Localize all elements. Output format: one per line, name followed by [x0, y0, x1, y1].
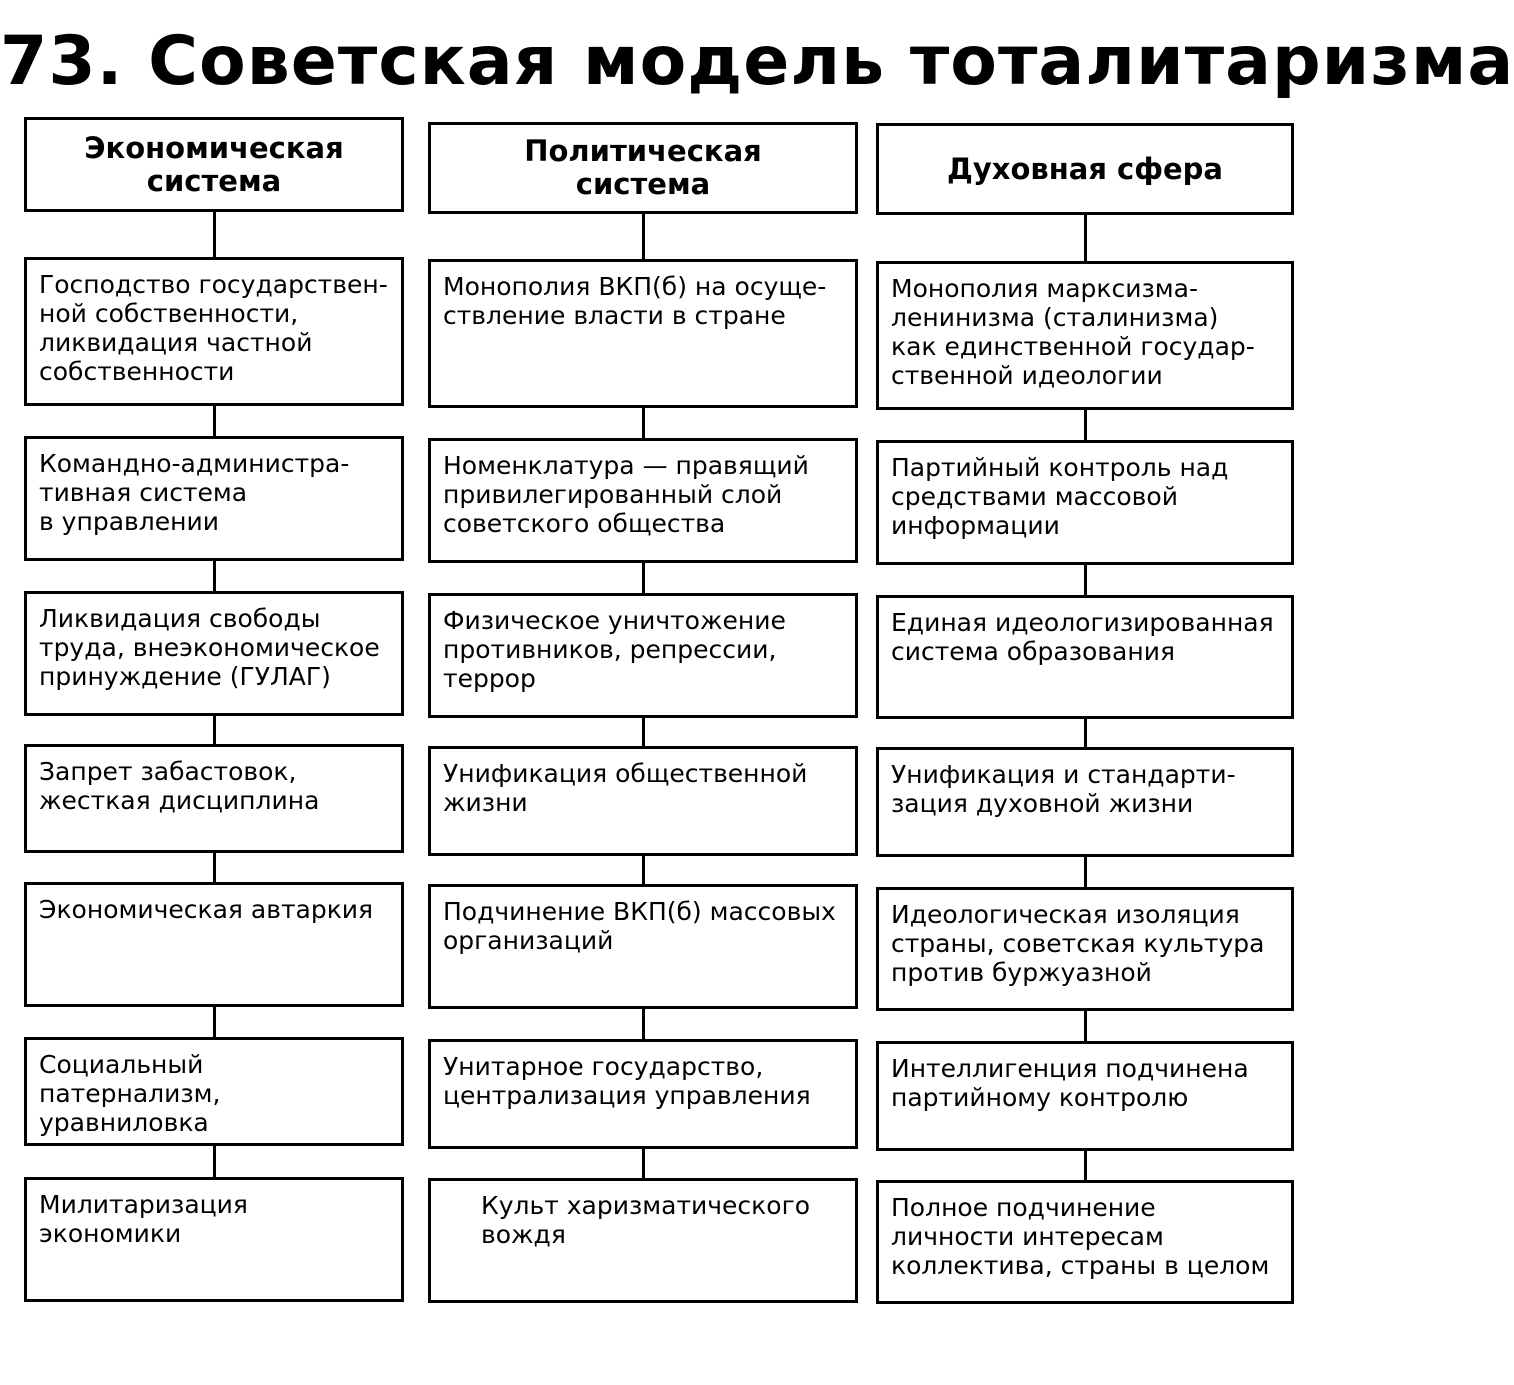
political-item-5: Подчинение ВКП(б) массовых организаций — [428, 884, 858, 1009]
connector — [213, 1007, 216, 1037]
connector — [642, 214, 645, 259]
connector — [1084, 719, 1087, 747]
spiritual-item-5: Идеологическая изоляция страны, советская культура против буржуазной — [876, 887, 1294, 1011]
political-item-4: Унификация общественной жизни — [428, 746, 858, 856]
connector — [213, 406, 216, 436]
economic-item-2: Командно-администра- тивная система в управлении — [24, 436, 404, 561]
spiritual-item-1: Монополия марксизма- ленинизма (сталинизма) как единственной государ- ственной идеологии — [876, 261, 1294, 410]
column-header — [428, 122, 858, 214]
spiritual-item-4: Унификация и стандарти- зация духовной жизни — [876, 747, 1294, 857]
connector — [642, 718, 645, 746]
spiritual-item-3: Единая идеологизированная система образования — [876, 595, 1294, 719]
connector — [213, 853, 216, 882]
economic-item-1: Господство государствен- ной собственности, ликвидация частной собственности — [24, 257, 404, 406]
connector — [213, 561, 216, 591]
connector — [213, 212, 216, 257]
connector — [1084, 215, 1087, 261]
page-title: 73. Советская модель тоталитаризма — [0, 22, 1514, 101]
column-header-label: Духовная сфера — [947, 151, 1223, 186]
economic-item-5: Экономическая автаркия — [24, 882, 404, 1007]
economic-item-6: Социальный патернализм, уравниловка — [24, 1037, 404, 1146]
political-item-3: Физическое уничтожение противников, репрессии, террор — [428, 593, 858, 718]
connector — [642, 1149, 645, 1178]
economic-item-3: Ликвидация свободы труда, внеэкономическое принуждение (ГУЛАГ) — [24, 591, 404, 716]
economic-item-7: Милитаризация экономики — [24, 1177, 404, 1302]
connector — [642, 1009, 645, 1039]
political-item-1: Монополия ВКП(б) на осуще- ствление власти в стране — [428, 259, 858, 408]
column-header-label: Политическая система — [524, 134, 762, 201]
connector — [213, 1146, 216, 1177]
connector — [1084, 857, 1087, 887]
spiritual-item-6: Интеллигенция подчинена партийному контролю — [876, 1041, 1294, 1151]
column-header — [24, 117, 404, 212]
connector — [642, 856, 645, 884]
political-item-2: Номенклатура — правящий привилегированный слой советского общества — [428, 438, 858, 563]
column-header — [876, 123, 1294, 215]
connector — [642, 408, 645, 438]
economic-item-4: Запрет забастовок, жесткая дисциплина — [24, 744, 404, 853]
political-item-7: Культ харизматического вождя — [428, 1178, 858, 1303]
connector — [1084, 1151, 1087, 1180]
connector — [1084, 565, 1087, 595]
spiritual-item-7: Полное подчинение личности интересам коллектива, страны в целом — [876, 1180, 1294, 1304]
spiritual-item-2: Партийный контроль над средствами массовой информации — [876, 440, 1294, 565]
political-item-6: Унитарное государство, централизация управления — [428, 1039, 858, 1149]
column-header-label: Экономическая система — [84, 130, 344, 198]
connector — [1084, 410, 1087, 440]
connector — [642, 563, 645, 593]
connector — [1084, 1011, 1087, 1041]
connector — [213, 716, 216, 744]
